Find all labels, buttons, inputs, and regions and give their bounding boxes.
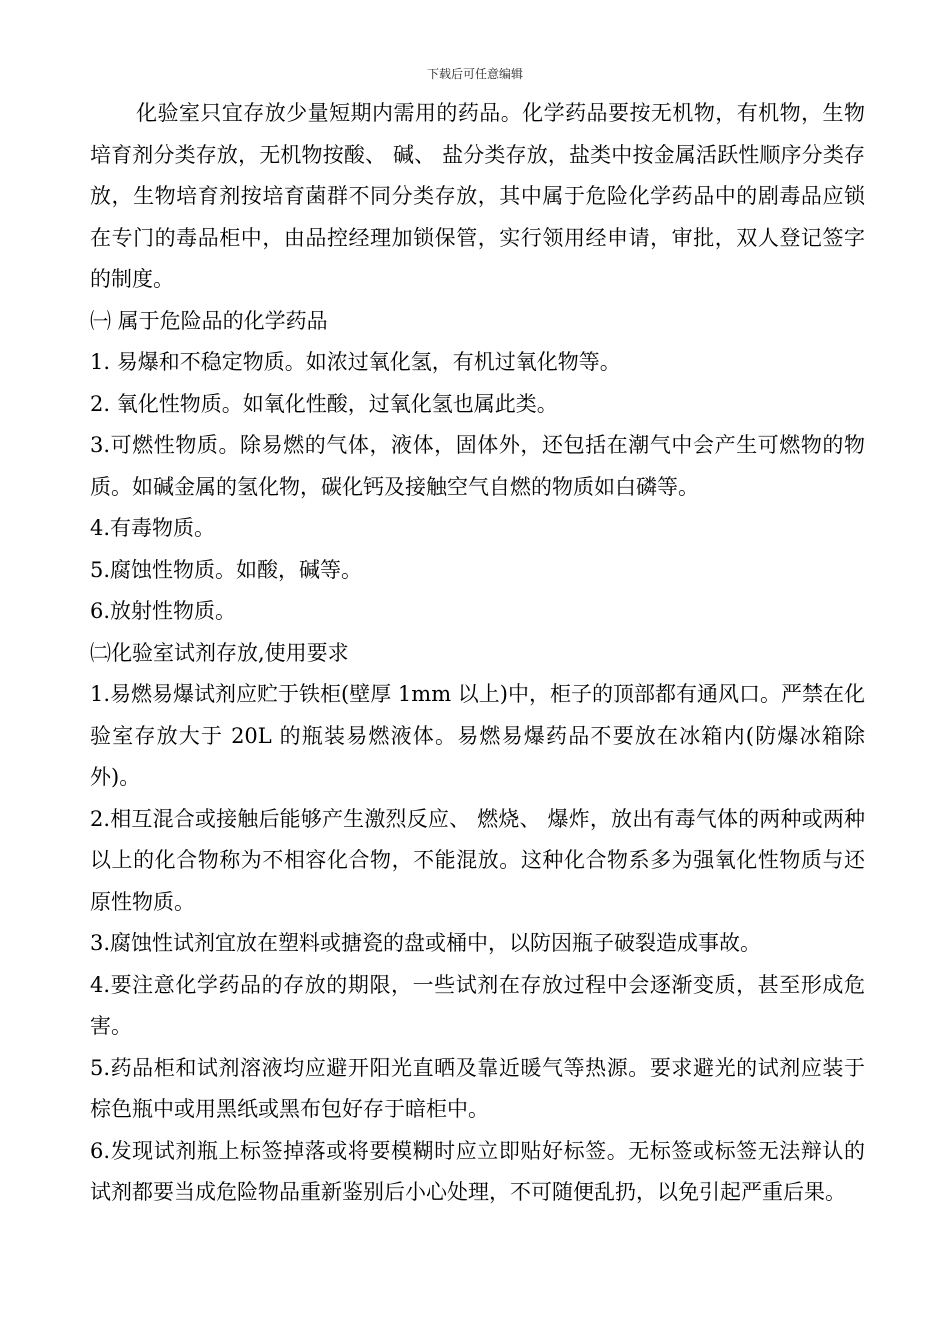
list-item: 6.放射性物质。 — [90, 599, 237, 623]
list-item: 6.发现试剂瓶上标签掉落或将要模糊时应立即贴好标签。无标签或标签无法辩认的试剂都要当成危险物品重新鉴别后小心处理，不可随便乱扔，以免引起严重后果。 — [90, 1138, 865, 1204]
list-item: 1.易燃易爆试剂应贮于铁柜(壁厚 1mm 以上)中，柜子的顶部都有通风口。严禁在化验室存放大于 20L 的瓶装易燃液体。易燃易爆药品不要放在冰箱内(防爆冰箱除外)。 — [90, 682, 865, 789]
section-heading-hazardous-chemicals: ㈠ 属于危险品的化学药品 — [90, 308, 328, 333]
list-item: 1. 易爆和不稳定物质。如浓过氧化氢，有机过氧化物等。 — [90, 350, 621, 374]
list-item: 3.腐蚀性试剂宜放在塑料或搪瓷的盘或桶中，以防因瓶子破裂造成事故。 — [90, 931, 762, 955]
document-body — [90, 93, 865, 1214]
list-item: 5.腐蚀性物质。如酸，碱等。 — [90, 557, 363, 582]
list-item: 4.有毒物质。 — [90, 516, 216, 540]
list-item: 2. 氧化性物质。如氧化性酸，过氧化氢也属此类。 — [90, 391, 558, 416]
list-item: 5.药品柜和试剂溶液均应避开阳光直晒及靠近暖气等热源。要求避光的试剂应装于棕色瓶中或用黑纸或黑布包好存于暗柜中。 — [90, 1055, 865, 1121]
section-heading-storage-requirements: ㈡化验室试剂存放,使用要求 — [90, 640, 349, 665]
intro-paragraph: 化验室只宜存放少量短期内需用的药品。化学药品要按无机物，有机物，生物培育剂分类存放，无机物按酸、 碱、 盐分类存放，盐类中按金属活跃性顺序分类存放，生物培育剂按培育菌群不同分类存放，其中属于危险化学药品中的剧毒品应锁在专门的毒品柜中，由品控经理加锁保管，实行领用经申请，审批，双人登记签字的制度。 — [90, 101, 865, 291]
list-item: 2.相互混合或接触后能够产生激烈反应、 燃烧、 爆炸，放出有毒气体的两种或两种以上的化合物称为不相容化合物，不能混放。这种化合物系多为强氧化性物质与还原性物质。 — [90, 806, 865, 914]
list-item: 4.要注意化学药品的存放的期限，一些试剂在存放过程中会逐渐变质，甚至形成危害。 — [90, 972, 865, 1038]
list-item: 3.可燃性物质。除易燃的气体，液体，固体外，还包括在潮气中会产生可燃物的物质。如碱金属的氢化物，碳化钙及接触空气自燃的物质如白磷等。 — [90, 433, 865, 499]
page-header-note: 下载后可任意编辑 — [426, 67, 523, 81]
